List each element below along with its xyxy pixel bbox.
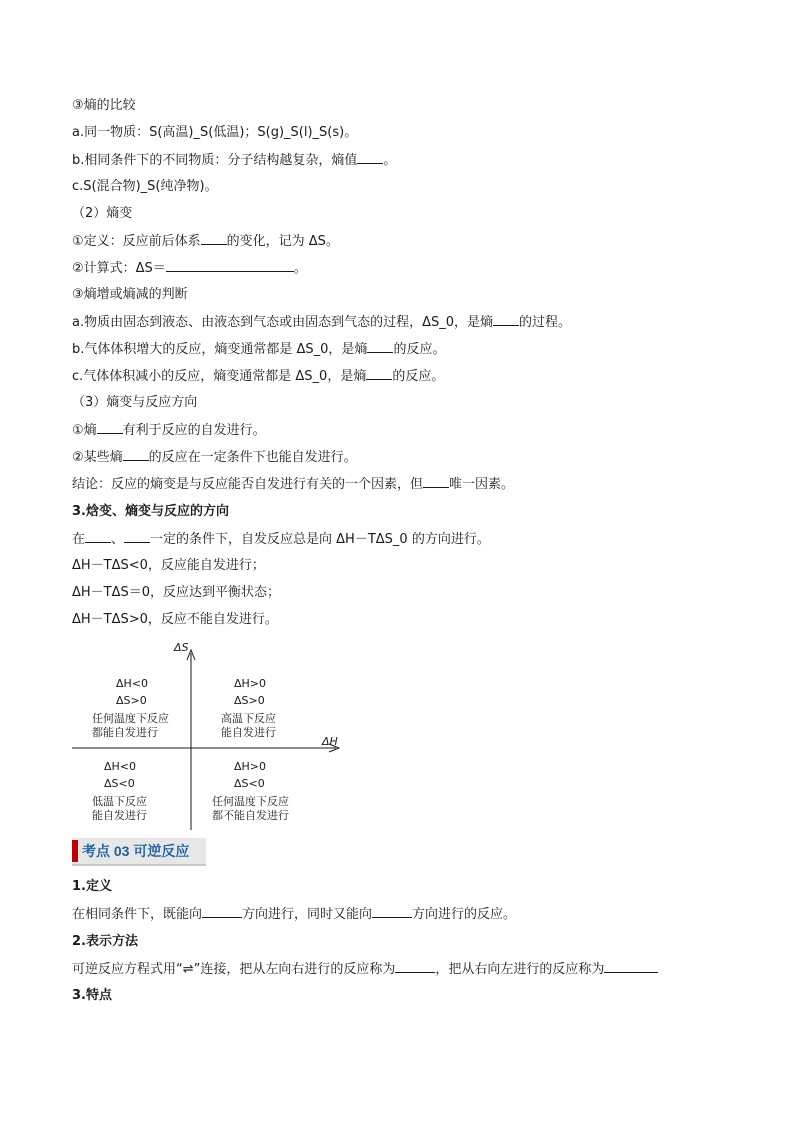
def-prefix: ①定义：反应前后体系	[72, 234, 201, 249]
entropy-judge-title: ③熵增或熵减的判断	[72, 287, 188, 302]
repr-mid: ”连接，把从左向右进行的反应称为	[193, 962, 396, 977]
entropy-compare-b-text: b.相同条件下的不同物质：分子结构越复杂，熵值	[72, 153, 358, 168]
item1-suffix: 有利于反应的自发进行。	[122, 423, 266, 438]
combined-title: 3.焓变、熵变与反应的方向	[72, 504, 229, 519]
direction-title: （3）熵变与反应方向	[72, 395, 198, 410]
entropy-change-title: （2）熵变	[72, 206, 133, 221]
judge-c-suffix: 的反应。	[392, 369, 445, 384]
reversible-def-title: 1.定义	[72, 879, 112, 894]
entropy-compare-b-end: 。	[383, 153, 397, 168]
repr-mid2: ，把从右向左进行的反应称为	[435, 962, 605, 977]
q-bottom-left-dh: ΔH<0	[104, 760, 137, 773]
blank[interactable]	[202, 905, 242, 918]
item2-prefix: ②某些熵	[72, 450, 123, 465]
blank[interactable]	[604, 960, 658, 973]
q-bottom-left-ds: ΔS<0	[104, 777, 135, 790]
kaodian-heading	[72, 838, 206, 866]
q-top-right-dh: ΔH>0	[234, 677, 267, 690]
q-bottom-right-dh: ΔH>0	[234, 760, 267, 773]
entropy-compare-c: c.S(混合物)_S(纯净物)。	[72, 179, 218, 194]
heading-accent-bar	[72, 840, 78, 862]
judge-b-prefix: b.气体体积增大的反应，熵变通常都是 ΔS_0，是熵	[72, 342, 368, 357]
def-suffix: 的变化，记为 ΔS。	[226, 234, 339, 249]
reversible-features-title: 3.特点	[72, 988, 112, 1003]
q-top-left-dh: ΔH<0	[116, 677, 149, 690]
q-bottom-left-line3: 低温下反应	[92, 795, 147, 808]
judge-c-prefix: c.气体体积减小的反应，熵变通常都是 ΔS_0，是熵	[72, 369, 367, 384]
calc-prefix: ②计算式：ΔS＝	[72, 261, 166, 276]
q-top-left-line3: 任何温度下反应	[92, 712, 169, 725]
judge-a-suffix: 的过程。	[519, 315, 572, 330]
rev-def-suffix: 方向进行的反应。	[412, 907, 517, 922]
q-top-right-line4: 能自发进行	[221, 726, 276, 739]
entropy-compare-a-body: S(高温)_S(低温)；S(g)_S(l)_S(s)。	[149, 125, 358, 140]
conclusion-suffix: 唯一因素。	[449, 477, 515, 492]
blank[interactable]	[395, 960, 435, 973]
reversible-repr-title: 2.表示方法	[72, 934, 138, 949]
entropy-compare-title: ③熵的比较	[72, 98, 136, 113]
reversible-representation	[72, 960, 658, 979]
kaodian-title: 可逆反应	[133, 843, 190, 859]
blank[interactable]	[372, 905, 412, 918]
q-top-right-line3: 高温下反应	[221, 712, 276, 725]
repr-prefix: 可逆反应方程式用“	[72, 962, 183, 977]
rev-def-prefix: 在相同条件下，既能向	[72, 907, 203, 922]
line1-mid: 、	[111, 532, 125, 547]
q-bottom-right-line3: 任何温度下反应	[212, 795, 289, 808]
condition-3: ΔH－TΔS>0，反应不能自发进行。	[72, 612, 278, 627]
judge-a-prefix: a.物质由固态到液态、由液态到气态或由固态到气态的过程，ΔS_0，是熵	[72, 315, 494, 330]
q-top-left-line4: 都能自发进行	[92, 726, 158, 739]
judge-b-suffix: 的反应。	[393, 342, 446, 357]
entropy-compare-a-prefix: a.同一物质：	[72, 125, 150, 140]
q-bottom-right-line4: 都不能自发进行	[212, 809, 289, 822]
kaodian-number: 考点 03	[82, 843, 130, 859]
calc-end: 。	[293, 261, 307, 276]
x-axis-label: ΔH	[322, 735, 338, 748]
q-top-left-ds: ΔS>0	[116, 694, 147, 707]
condition-1: ΔH－TΔS<0，反应能自发进行；	[72, 558, 265, 573]
line1-suffix: 一定的条件下，自发反应总是向 ΔH－TΔS_0 的方向进行。	[150, 532, 490, 547]
heading-text	[82, 841, 189, 861]
q-top-right-ds: ΔS>0	[234, 694, 265, 707]
reversible-definition	[72, 905, 516, 924]
item1-prefix: ①熵	[72, 423, 97, 438]
item2-suffix: 的反应在一定条件下也能自发进行。	[148, 450, 357, 465]
q-bottom-left-line4: 能自发进行	[92, 809, 147, 822]
y-axis-label: ΔS	[174, 641, 189, 654]
rev-def-mid: 方向进行，同时又能向	[242, 907, 373, 922]
conclusion-prefix: 结论：反应的熵变是与反应能否自发进行有关的一个因素，但	[72, 477, 424, 492]
condition-2: ΔH－TΔS＝0，反应达到平衡状态；	[72, 585, 281, 600]
line1-prefix: 在	[72, 532, 86, 547]
q-bottom-right-ds: ΔS<0	[234, 777, 265, 790]
equilibrium-arrow-icon: ⇌	[182, 962, 194, 977]
